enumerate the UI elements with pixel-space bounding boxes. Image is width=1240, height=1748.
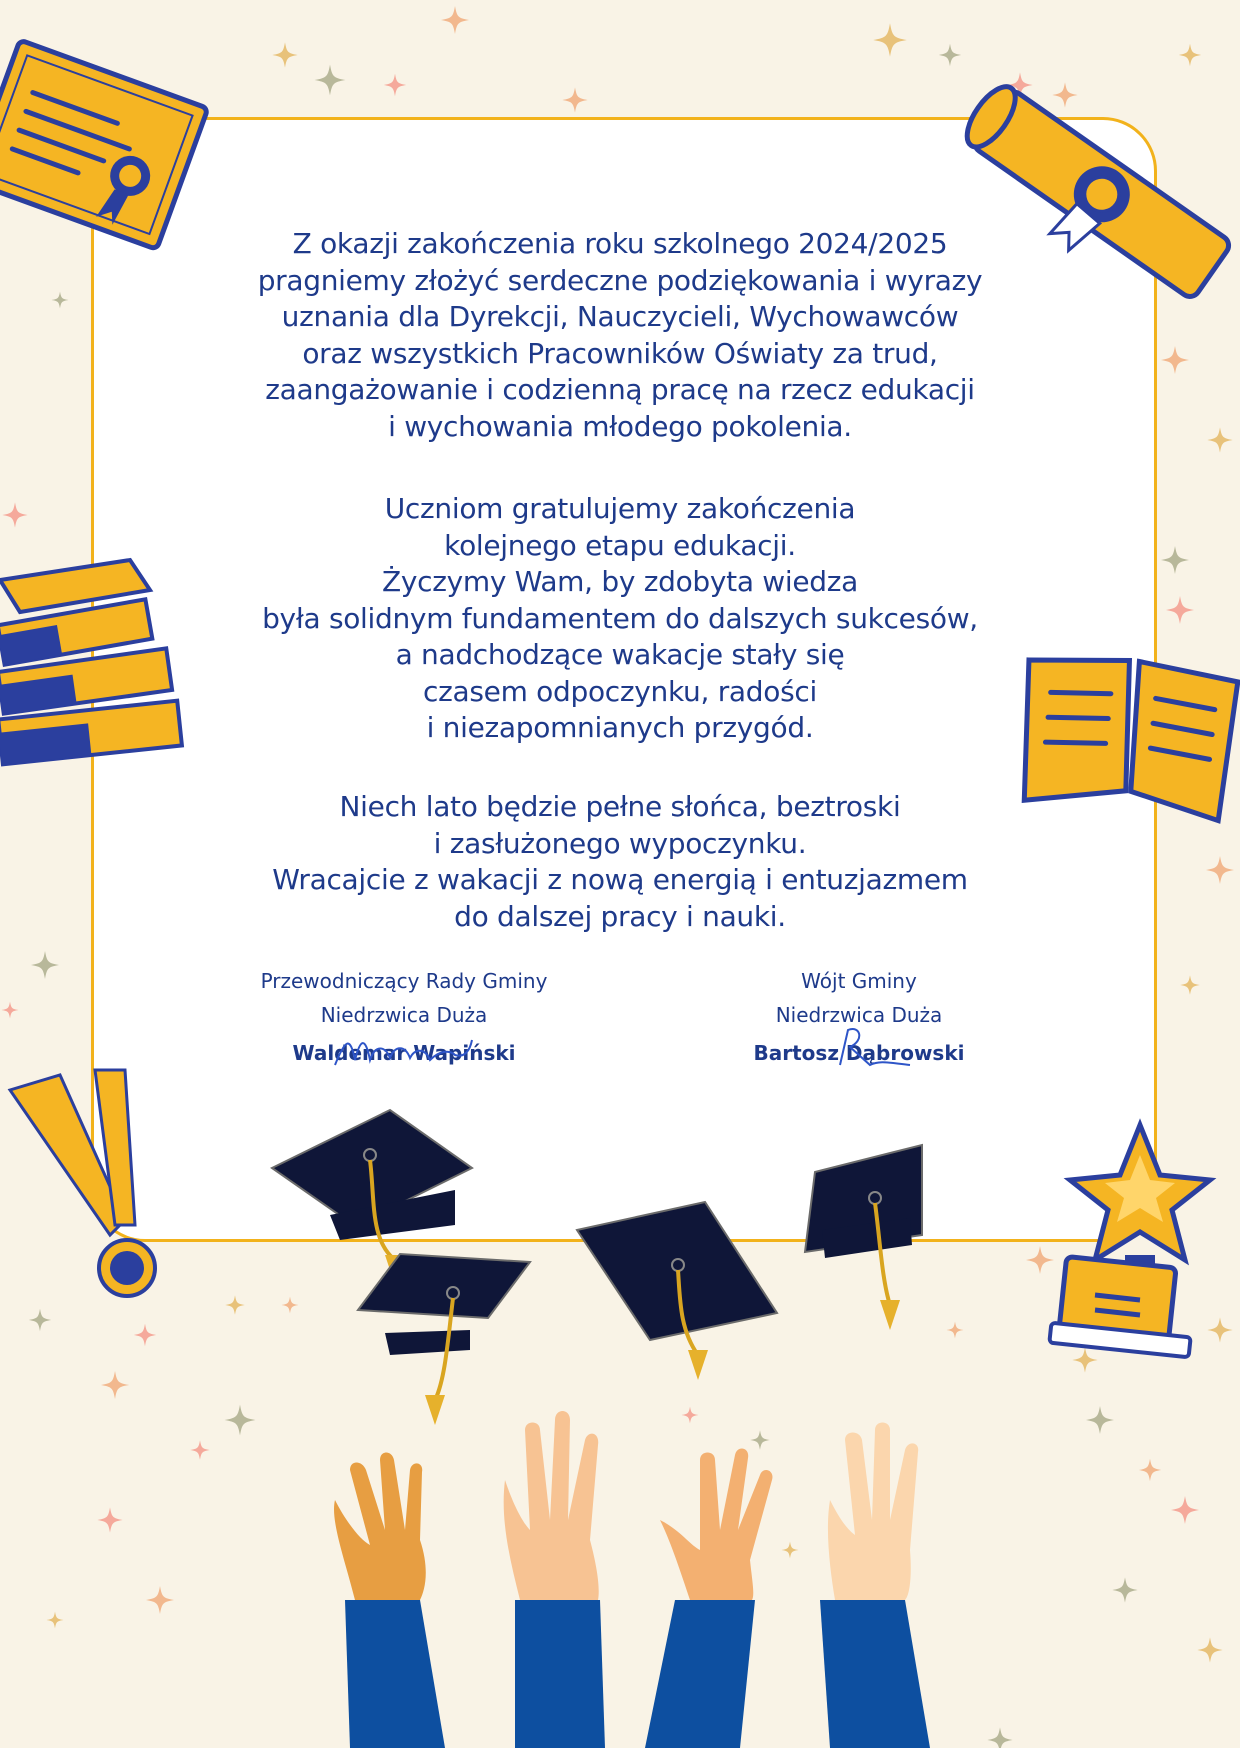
signatory-municipality: Niedrzwica Duża [775,1003,943,1027]
text-line: do dalszej pracy i nauki. [454,899,786,933]
text-line: Niech lato będzie pełne słońca, beztroski [339,790,901,823]
text-line: i zasłużonego wypoczynku. [433,826,807,860]
text-line: kolejnego etapu edukacji. [444,528,796,562]
signatory-municipality: Niedrzwica Duża [320,1003,488,1027]
text-line: Życzymy Wam, by zdobyta wiedza [381,565,859,598]
books-stack-icon [0,560,182,765]
text-line: a nadchodzące wakacje stały się [395,638,845,671]
text-line: była solidnym fundamentem do dalszych sukcesów, [262,601,978,635]
handwritten-signature-left [330,1030,480,1070]
paragraph-summer [180,789,1060,935]
graduation-cap-icon [358,1254,530,1425]
graduation-cap-icon [805,1145,922,1330]
raised-hands-icon [334,1411,930,1748]
text-line: zaangażowanie i codzienną pracę na rzecz edukacji [265,373,975,406]
text-line: Wracajcie z wakacji z nową energią i entuzjazmem [272,863,968,896]
handwritten-signature-right [820,1025,920,1070]
signatory-role: Wójt Gminy [801,969,917,993]
text-line: oraz wszystkich Pracowników Oświaty za trud, [302,336,938,370]
graduation-cap-icon [577,1202,777,1380]
certificate-icon [0,40,208,249]
signatory-name: Waldemar Wapiński [292,1041,516,1065]
signatory-name: Bartosz Dąbrowski [753,1041,965,1065]
text-line: pragniemy złożyć serdeczne podziękowania i wyrazy [257,263,983,297]
signatory-role: Przewodniczący Rady Gminy [260,969,548,993]
star-trophy-icon [1049,1125,1210,1357]
text-line: Uczniom gratulujemy zakończenia [384,492,856,525]
paragraph-students [180,491,1060,747]
text-line: uznania dla Dyrekcji, Nauczycieli, Wychowawców [281,300,959,333]
text-line: i wychowania młodego pokolenia. [388,409,852,443]
text-line: czasem odpoczynku, radości [423,674,817,708]
text-line: Z okazji zakończenia roku szkolnego 2024/2025 [292,227,948,260]
paragraph-thanks [180,226,1060,445]
medal-icon [10,1070,155,1296]
text-line: i niezapomnianych przygód. [426,711,814,744]
